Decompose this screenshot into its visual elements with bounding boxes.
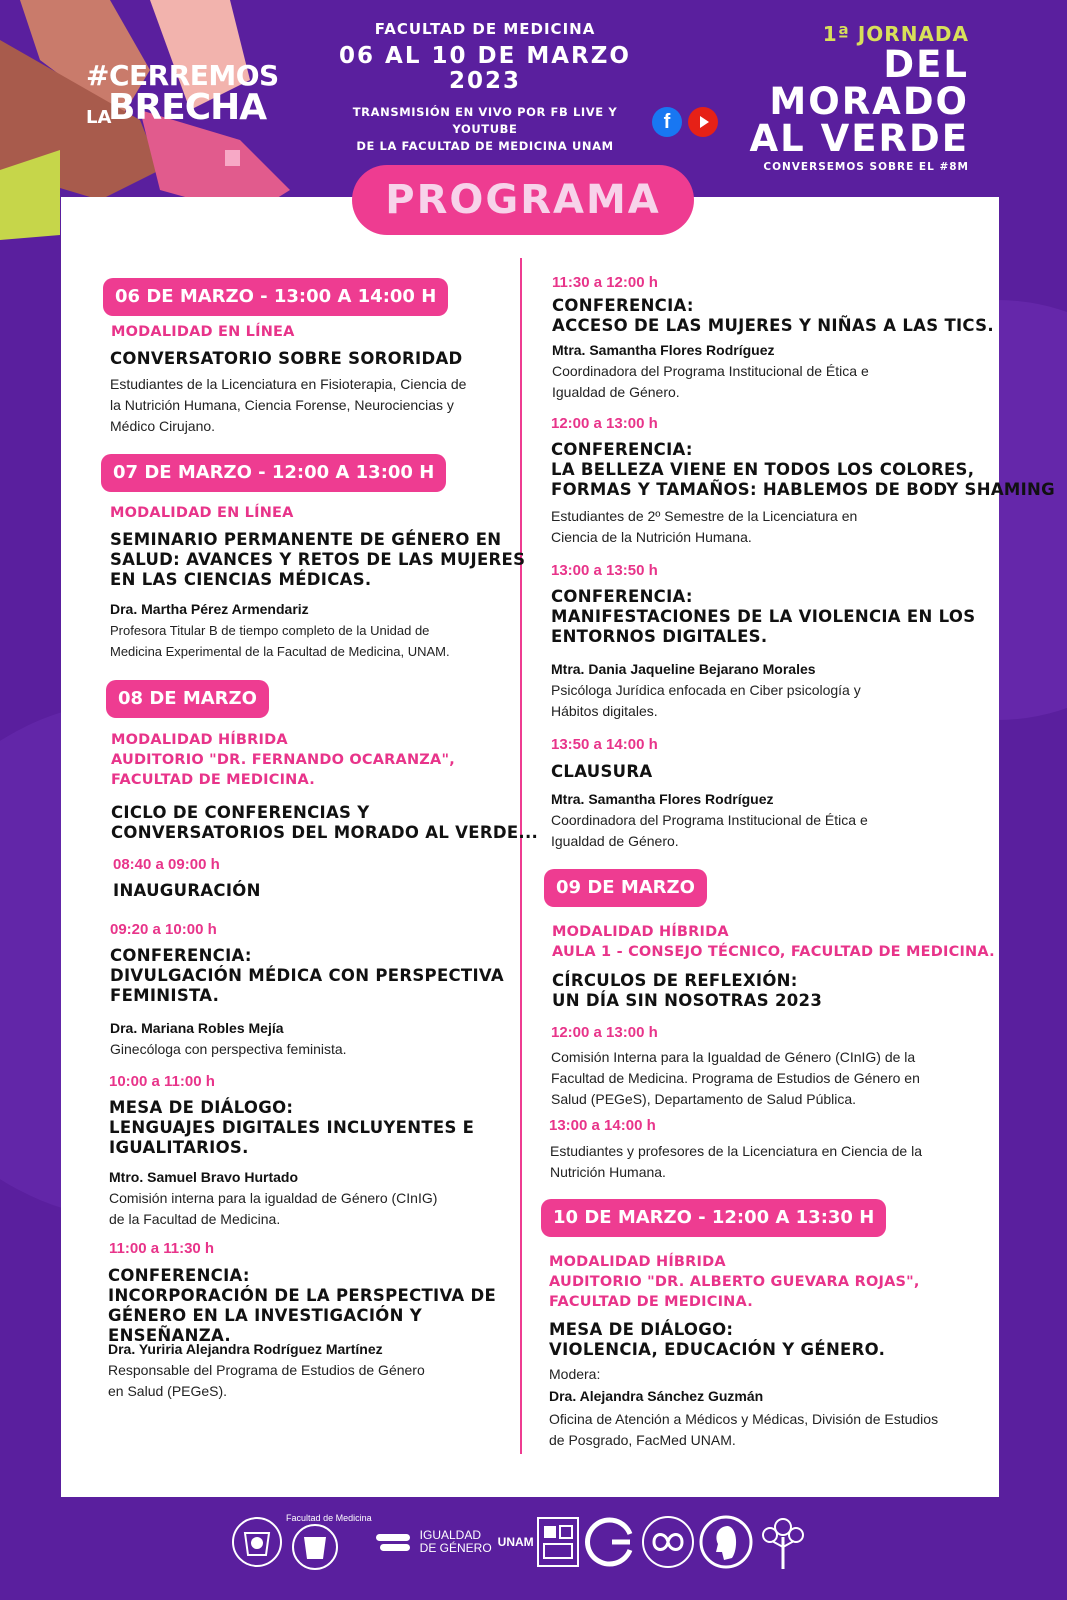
circle-g-logo-icon: [582, 1514, 638, 1570]
title-line: CONFERENCIA:: [551, 587, 693, 606]
description: [549, 1409, 938, 1451]
facebook-icon[interactable]: f: [652, 107, 682, 137]
title-line: SALUD: AVANCES Y RETOS DE LAS MUJERES: [110, 550, 526, 569]
desc-line: Estudiantes de la Licenciatura en Fisioterapia, Ciencia de: [110, 376, 467, 392]
modality-line: AUDITORIO "DR. FERNANDO OCARANZA",: [111, 752, 455, 768]
session-time: 13:00 a 13:50 h: [551, 562, 658, 579]
session-time: 11:00 a 11:30 h: [109, 1240, 215, 1257]
date-badge-06: 06 DE MARZO - 13:00 A 14:00 H: [103, 278, 448, 316]
igualdad-unam: UNAM: [497, 1535, 534, 1549]
description: [551, 810, 868, 852]
session-time: 12:00 a 13:00 h: [551, 415, 658, 432]
title-line: EN LAS CIENCIAS MÉDICAS.: [110, 570, 372, 589]
description: [551, 1047, 920, 1110]
desc-line: Estudiantes de 2º Semestre de la Licenciatura en: [551, 508, 858, 524]
modality: [549, 1252, 920, 1312]
desc-line: Igualdad de Género.: [552, 384, 680, 400]
desc-line: Ciencia de la Nutrición Humana.: [551, 529, 752, 545]
session-title: [551, 440, 1055, 500]
unam-seal-icon: [230, 1515, 284, 1569]
desc-line: Igualdad de Género.: [551, 833, 679, 849]
event-dates: 06 AL 10 DE MARZO 2023: [339, 43, 631, 94]
sponsor-logos: [230, 1510, 810, 1574]
description: [551, 506, 857, 548]
desc-line: Medicina Experimental de la Facultad de Medicina, UNAM.: [110, 644, 450, 659]
event-title: [111, 803, 538, 843]
session-time: 10:00 a 11:00 h: [109, 1073, 215, 1090]
event-title: CONVERSATORIO SOBRE SORORIDAD: [110, 349, 463, 368]
date-badge-09: 09 DE MARZO: [544, 869, 707, 907]
title-line: INCORPORACIÓN DE LA PERSPECTIVA DE: [108, 1286, 497, 1305]
desc-line: Coordinadora del Programa Institucional de Ética e: [551, 812, 868, 828]
tree-logo-icon: [756, 1513, 810, 1571]
desc-line: Médico Cirujano.: [110, 418, 216, 434]
desc-line: Nutrición Humana.: [550, 1164, 666, 1180]
infinity-logo-icon: [640, 1514, 696, 1570]
modality: MODALIDAD EN LÍNEA: [110, 505, 294, 521]
programa-heading: PROGRAMA: [352, 165, 694, 235]
title-line: UN DÍA SIN NOSOTRAS 2023: [552, 991, 823, 1010]
speaker-name: Mtra. Samantha Flores Rodríguez: [552, 342, 775, 358]
title-line: LA BELLEZA VIENE EN TODOS LOS COLORES,: [551, 460, 975, 479]
session-title: [110, 946, 504, 1006]
event-title: [552, 971, 822, 1011]
hashtag-brecha: BRECHA: [108, 87, 267, 128]
title-line: GÉNERO EN LA INVESTIGACIÓN Y: [108, 1306, 422, 1325]
description: [110, 620, 450, 662]
modality-line: FACULTAD DE MEDICINA.: [549, 1294, 753, 1310]
event-header: [320, 20, 650, 155]
desc-line: Psicóloga Jurídica enfocada en Ciber psicología y: [551, 682, 861, 698]
title-line: CICLO DE CONFERENCIAS Y: [111, 803, 370, 822]
speaker-name: Mtra. Dania Jaqueline Bejarano Morales: [551, 661, 816, 677]
title-line: SEMINARIO PERMANENTE DE GÉNERO EN: [110, 530, 502, 549]
column-divider: [520, 258, 522, 1454]
session-time: 13:00 a 14:00 h: [549, 1117, 656, 1134]
title-line: MESA DE DIÁLOGO:: [109, 1098, 294, 1117]
event-title: [110, 530, 525, 590]
event-title: [549, 1320, 885, 1360]
facmed-seal-icon: [286, 1513, 372, 1571]
profile-logo-icon: [698, 1514, 754, 1570]
title-line: ENSEÑANZA.: [108, 1326, 231, 1345]
title-line: DIVULGACIÓN MÉDICA CON PERSPECTIVA: [110, 966, 504, 985]
modality-line: MODALIDAD HÍBRIDA: [552, 924, 729, 940]
title-line2: MORADO: [769, 80, 969, 123]
speaker-name: Dra. Alejandra Sánchez Guzmán: [549, 1388, 764, 1404]
modality-line: FACULTAD DE MEDICINA.: [111, 772, 315, 788]
desc-line: Responsable del Programa de Estudios de Género: [108, 1362, 425, 1378]
session-title: INAUGURACIÓN: [113, 881, 261, 900]
speaker-name: Dra. Martha Pérez Armendariz: [110, 601, 309, 617]
desc-line: de la Facultad de Medicina.: [109, 1211, 281, 1227]
transmission-line2: DE LA FACULTAD DE MEDICINA UNAM: [356, 139, 614, 153]
title-line: LENGUAJES DIGITALES INCLUYENTES E: [109, 1118, 475, 1137]
modality-line: MODALIDAD HÍBRIDA: [111, 732, 288, 748]
title-line: ENTORNOS DIGITALES.: [551, 627, 768, 646]
jornada-label: 1ª JORNADA: [822, 22, 969, 46]
session-time: 08:40 a 09:00 h: [113, 856, 220, 873]
hashtag-line1: #CERREMOS: [86, 59, 279, 92]
session-title: [552, 296, 994, 336]
modality: MODALIDAD EN LÍNEA: [111, 324, 295, 340]
title-line: CÍRCULOS DE REFLEXIÓN:: [552, 971, 798, 990]
modality: [552, 922, 995, 962]
title-line: IGUALITARIOS.: [109, 1138, 249, 1157]
title-line: CONVERSATORIOS DEL MORADO AL VERDE...: [111, 823, 539, 842]
desc-line: en Salud (PEGeS).: [108, 1383, 228, 1399]
session-time: 11:30 a 12:00 h: [552, 274, 658, 291]
event-subtitle: CONVERSEMOS SOBRE EL #8M: [763, 161, 969, 173]
desc-line: la Nutrición Humana, Ciencia Forense, Neurociencias y: [110, 397, 454, 413]
igualdad-line2: DE GÉNERO: [419, 1541, 492, 1555]
speaker-name: Mtra. Samantha Flores Rodríguez: [551, 791, 774, 807]
speaker-name: Mtro. Samuel Bravo Hurtado: [109, 1169, 299, 1185]
hashtag-logo: [86, 59, 279, 128]
title-line: MESA DE DIÁLOGO:: [549, 1320, 734, 1339]
speaker-name: Dra. Yuriria Alejandra Rodríguez Martínez: [108, 1341, 383, 1357]
title-line: CONFERENCIA:: [551, 440, 693, 459]
youtube-icon[interactable]: [688, 107, 718, 137]
modality-line: AUDITORIO "DR. ALBERTO GUEVARA ROJAS",: [549, 1274, 920, 1290]
description: [110, 374, 466, 437]
desc-line: Profesora Titular B de tiempo completo de la Unidad de: [110, 623, 430, 638]
session-time: 09:20 a 10:00 h: [110, 921, 217, 938]
desc-line: Comisión Interna para la Igualdad de Género (CInIG) de la: [551, 1049, 916, 1065]
desc-line: Comisión interna para la igualdad de Género (CInIG): [109, 1190, 438, 1206]
description: [109, 1188, 437, 1230]
session-title: CLAUSURA: [551, 762, 653, 781]
date-badge-08: 08 DE MARZO: [106, 680, 269, 718]
event-title-block: [750, 22, 969, 173]
desc-line: de Posgrado, FacMed UNAM.: [549, 1432, 736, 1448]
title-line: FORMAS Y TAMAÑOS: HABLEMOS DE BODY SHAMING: [551, 480, 1055, 499]
faculty-name: FACULTAD DE MEDICINA: [374, 20, 596, 38]
title-line: CONFERENCIA:: [108, 1266, 250, 1285]
modality-line: AULA 1 - CONSEJO TÉCNICO, FACULTAD DE MEDICINA.: [552, 944, 995, 960]
session-time: 13:50 a 14:00 h: [551, 736, 658, 753]
title-line1: DEL: [883, 43, 969, 86]
date-badge-07: 07 DE MARZO - 12:00 A 13:00 H: [101, 454, 446, 492]
title-line: FEMINISTA.: [110, 986, 220, 1005]
desc-line: Salud (PEGeS), Departamento de Salud Pública.: [551, 1091, 857, 1107]
title-line3: AL VERDE: [749, 117, 969, 160]
session-title: [109, 1098, 474, 1158]
title-line: MANIFESTACIONES DE LA VIOLENCIA EN LOS: [551, 607, 976, 626]
session-title: [108, 1266, 496, 1346]
description: [550, 1141, 922, 1183]
desc-line: Facultad de Medicina. Programa de Estudios de Género en: [551, 1070, 920, 1086]
title-line: CONFERENCIA:: [552, 296, 694, 315]
modality: [111, 730, 455, 790]
title-line: CONFERENCIA:: [110, 946, 252, 965]
title-line: VIOLENCIA, EDUCACIÓN Y GÉNERO.: [549, 1340, 886, 1359]
speaker-name: Dra. Mariana Robles Mejía: [110, 1020, 284, 1036]
date-badge-10: 10 DE MARZO - 12:00 A 13:30 H: [541, 1199, 886, 1237]
desc-line: Coordinadora del Programa Institucional de Ética e: [552, 363, 869, 379]
hashtag-la: LA: [86, 107, 112, 128]
session-title: [551, 587, 975, 647]
description: [552, 361, 869, 403]
session-time: 12:00 a 13:00 h: [551, 1024, 658, 1041]
facmed-label: Facultad de Medicina: [286, 1513, 372, 1523]
igualdad-genero-logo-icon: [374, 1528, 534, 1556]
transmission-line1: TRANSMISIÓN EN VIVO POR FB LIVE Y YOUTUBE: [352, 105, 618, 136]
title-line: ACCESO DE LAS MUJERES Y NIÑAS A LAS TICS.: [552, 316, 994, 335]
desc-line: Hábitos digitales.: [551, 703, 658, 719]
modality-line: MODALIDAD HÍBRIDA: [549, 1254, 726, 1270]
igualdad-line1: IGUALDAD: [419, 1528, 482, 1542]
description: [108, 1360, 425, 1402]
description: [551, 680, 861, 722]
social-links: [652, 107, 718, 137]
description: Ginecóloga con perspectiva feminista.: [110, 1041, 347, 1057]
desc-line: Oficina de Atención a Médicos y Médicas, División de Estudios: [549, 1411, 939, 1427]
square-emblem-icon: [536, 1516, 580, 1568]
moderator-label: Modera:: [549, 1366, 601, 1382]
desc-line: Estudiantes y profesores de la Licenciatura en Ciencia de la: [550, 1143, 922, 1159]
